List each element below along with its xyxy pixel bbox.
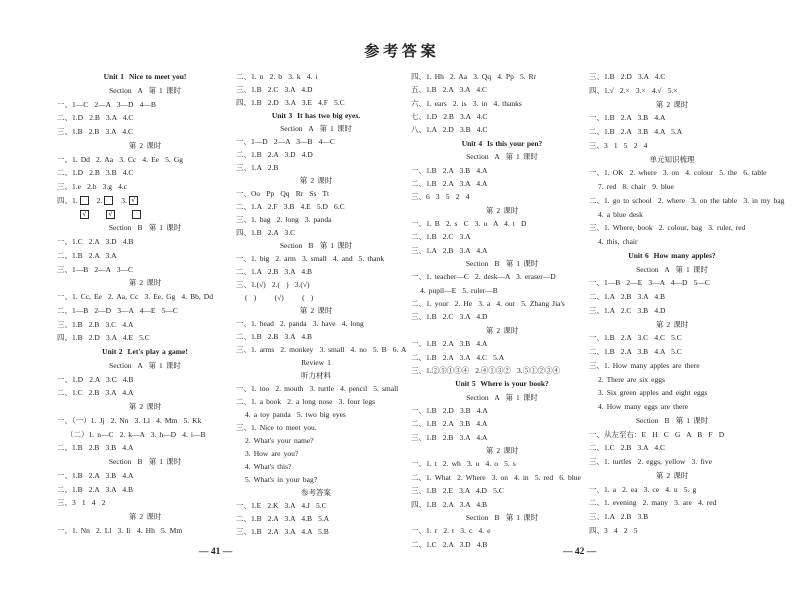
answer-line: 一、1. a 2. ea 3. ce 4. u 5. g [589, 484, 697, 494]
answer-line: 二、1.B 2.A 3.A 4.B [57, 484, 133, 494]
page-title: 参 考 答 案 [364, 44, 436, 60]
answer-line: 一、1—D 2—A 3—B 4—C [236, 137, 335, 146]
section-heading: Section B 第 1 课时 [635, 415, 709, 425]
answer-checkbox [132, 210, 141, 219]
checkbox-answer-row [57, 194, 233, 208]
answer-line-continued: 2. There are six eggs [598, 374, 665, 384]
answer-line: 二、1.C 2.B 3.A 4.A [57, 388, 134, 398]
section-heading: Section A 第 1 课时 [466, 392, 538, 402]
answer-line: 二、1.B 2.B 3.A 4.B [236, 332, 312, 341]
answer-line: 八、1.A 2.D 3.B 4.C [411, 125, 488, 135]
answer-checkbox: √ [106, 210, 115, 219]
section-heading: Section B 第 1 课时 [279, 241, 353, 250]
answer-line: 三、1. turtles 2. eggs, yellow 3. five [589, 457, 712, 466]
lesson-heading: 第 2 课时 [128, 140, 162, 150]
answer-line: 四、1.B 2.A 3.C [236, 228, 296, 237]
answer-line: 二、1.A 2.B 3.A 4.B [236, 267, 312, 276]
answer-line-continued: 5. What's in your bag? [245, 475, 318, 484]
section-heading: Section A 第 1 课时 [109, 360, 181, 370]
answer-line: 一、1. Cc, Ee 2. Aa, Cc 3. Ee, Gg 4. Bb, Dd [57, 292, 213, 301]
answer-line-continued: （二）1. n—C 2. k—A 3. h—D 4. i—B [66, 429, 206, 439]
answer-line: 一、1—C 2—A 3—D 4—B [57, 99, 156, 109]
answer-line: 一、1. Dd 2. Aa 3. Cc 4. Ee 5. Gg [57, 154, 184, 164]
sub-heading: 单元知识梳理 [649, 154, 695, 164]
answer-line: 一、1.E 2.K 3.A 4.J 5.C [236, 501, 327, 510]
answer-line: 三、1.A 2.B 3.B [589, 512, 649, 521]
answer-line: 五、1.B 2.A 3.A 4.C [411, 85, 487, 95]
section-heading: Section B 第 1 课时 [465, 259, 539, 269]
answer-column-3 [411, 70, 593, 551]
unit-heading: Unit 2 Let's play a game! [102, 347, 188, 356]
answer-line-continued: 7. red 8. chair 9. blue [598, 182, 674, 191]
lesson-heading: 第 2 课时 [485, 205, 519, 215]
answer-line: 一、1. OK 2. where 3. on 4. colour 5. the 6. table [589, 168, 767, 178]
answer-line: 三、1.②⑤①③④ 2.④①③② 3.⑤①②③④ [411, 365, 561, 375]
answer-line: 一、Oo Pp Qq Rr Ss Tt [236, 189, 330, 198]
answer-line: 二、1.B 2.A 3.A 4.C 5.A [411, 352, 505, 362]
answer-line: 四、1.B 2.D 3.A 3.E 4.F 5.C [236, 98, 345, 107]
answer-line: 一、1—B 2—E 3—A 4—D 5—C [589, 278, 710, 288]
answer-line-continued: 4. pupil—E 5. ruler—B [420, 285, 498, 295]
section-heading: Section A 第 1 课时 [466, 152, 538, 162]
answer-line: 一、1. head 2. panda 3. have 4. long [236, 319, 364, 328]
section-heading: Section B 第 1 课时 [108, 223, 182, 233]
unit-heading: Unit 3 It has two big eyes. [271, 111, 361, 120]
answer-line: 七、1.D 2.B 3.A 4.C [411, 112, 488, 122]
answer-line: 二、1. n 2. b 3. k 4. i [236, 72, 318, 81]
answer-checkbox [104, 196, 113, 205]
answer-line-continued: 4. a blue desk [598, 209, 643, 219]
answer-line: 二、1.B 2.A 3.B 4.A 5.A [589, 127, 683, 136]
answer-line: 二、1.B 2.C 3.A [411, 232, 471, 242]
answer-line: 三、1.B 2.B 3.A 4.C [57, 127, 133, 136]
answer-line: 三、1.B 2.C 3.A 4.D [236, 85, 313, 94]
answer-line: 一、1. B 2. s C 3. u A 4. t D [411, 218, 527, 228]
answer-line: 一、1. big 2. arm 3. small 4. and 5. thank [236, 254, 385, 263]
sub-heading: 参考答案 [301, 488, 331, 497]
section-heading: Section A 第 1 课时 [109, 85, 181, 95]
checkbox-answer-row [57, 208, 233, 222]
answer-line: 一、1.B 2.A 3.B 4.A [589, 113, 666, 123]
lesson-heading: 第 2 课时 [655, 99, 689, 109]
answer-line: 二、1.B 2.A 3.B 4.A 5.C [589, 347, 682, 356]
answer-line: 四、1.B 2.D 3.A 4.E 5.C [57, 333, 150, 343]
answer-line: 二、1.B 2.B 3.B 4.A [57, 443, 134, 453]
answer-line-continued: ( ) (√) ( ) [245, 293, 314, 302]
answer-line: 三、1.B 2.E 3.A 4.D 5.C [411, 486, 504, 496]
answer-line: 三、1.B 2.C 3.A 4.D [411, 312, 488, 322]
answer-line: 四、1.B 2.A 3.A 4.B [411, 499, 487, 509]
answer-line: 一、1.B 2.A 3.B 4.A [57, 470, 134, 480]
answer-line-continued: 4. What's this? [245, 462, 292, 471]
answer-line-continued: 3. Six green apples and eight eggs [598, 388, 708, 398]
answer-column-4 [589, 70, 785, 538]
sub-heading: Review 1 [301, 358, 331, 367]
item-number: 2. [96, 195, 103, 205]
answer-line: 三、1. Nice to meet you. [236, 423, 317, 432]
answer-line: 二、1.D 2.B 3.A 4.C [57, 113, 134, 123]
lesson-heading: 第 2 课时 [299, 176, 333, 185]
answer-line-continued: 2. What's your name? [245, 436, 314, 445]
lesson-heading: 第 2 课时 [128, 278, 162, 288]
answer-checkbox [80, 196, 89, 205]
answer-line: 三、1.e 2.b 3.g 4.c [57, 182, 128, 191]
answer-line: 一、1.D 2.A 3.C 4.B [57, 374, 134, 384]
answer-line: 二、1.A 2.B 3.A 4.B [589, 292, 665, 301]
answer-column-1 [57, 70, 233, 538]
lesson-heading: 第 2 课时 [655, 319, 689, 329]
answer-line: 二、1.B 2.A 3.A 4.A [411, 178, 488, 188]
section-heading: Section A 第 1 课时 [636, 264, 708, 274]
answer-line: 二、1—B 2—D 3—A 4—E 5—C [57, 305, 178, 315]
answer-line: 二、1.B 2.A 3.D 4.D [236, 150, 313, 159]
answer-line: 一、1.B 2.A 3.B 4.A [411, 339, 488, 349]
answer-line: 二、1. a book 2. a long nose 3. four legs [236, 397, 376, 406]
answer-line: 三、1.A 2.B [236, 163, 279, 172]
answer-line: 四、1.√ 2.× 3.× 4.√ 5.× [589, 85, 678, 95]
answer-line: 一、1.B 2.D 3.B 4.A [411, 405, 488, 415]
answer-line: 二、1.B 2.A 3.B 4.A [411, 419, 488, 429]
unit-heading: Unit 1 Nice to meet you! [103, 72, 187, 81]
item-number: 1. [72, 195, 78, 205]
answer-line: 二、1. evening 2. many 3. are 4. red [589, 498, 717, 508]
unit-heading: Unit 5 Where is your book? [455, 379, 549, 389]
answer-line: 三、1.A 2.B 3.A 4.A [411, 245, 488, 255]
answer-line: 三、1. bag 2. long 3. panda [236, 215, 332, 224]
sub-heading: 听力材料 [301, 371, 331, 380]
answer-line: 三、1. arms 2. monkey 3. small 4. no 5. B 6. A [236, 345, 407, 354]
item-number: 3. [121, 195, 127, 205]
answer-line: 二、1.C 2.B 3.A 4.C [589, 443, 665, 453]
answer-line: 三、1.B 2.A 3.A 4.A 5.B [236, 527, 329, 536]
answer-line: 三、3 1 5 2 4 [589, 140, 648, 150]
lesson-heading: 第 2 课时 [485, 325, 519, 335]
answer-line: 二、1. your 2. He 3. a 4. our 5. Zhang Jia's [411, 299, 565, 309]
question-number: 四、 [57, 195, 72, 205]
answer-line: 四、3 4 2 5 [589, 525, 638, 535]
lesson-heading: 第 2 课时 [128, 512, 162, 521]
answer-line: 二、1. What 2. Where 3. on 4. in 5. red 6. blue [411, 472, 581, 482]
answer-line: 三、1. How many apples are there [589, 360, 700, 370]
answer-line: 一、1.B 2.A 3.C 4.C 5.C [589, 333, 682, 343]
answer-line: 三、1.B 2.B 3.A 4.A [411, 432, 488, 442]
answer-line-continued: 4. this, chair [598, 237, 638, 246]
answer-line: 三、6 3 5 2 4 [411, 192, 470, 202]
lesson-heading: 第 2 课时 [299, 306, 333, 315]
answer-checkbox: √ [129, 196, 138, 205]
answer-line: 二、1.C 2.A 3.D 4.B [411, 539, 488, 549]
answer-line: 一、1. too 2. mouth 3. turtle 4. pencil 5. small [236, 384, 399, 393]
page-number-left: — 41 — [199, 547, 233, 557]
section-heading: Section B 第 1 课时 [465, 512, 539, 522]
answer-line: 一、从左至右：E H C G A B F D [589, 429, 725, 439]
answer-line: 三、1—B 2—A 3—C [57, 264, 134, 274]
answer-line: 三、1. Where, book 2. colour, bag 3. ruler, red [589, 223, 746, 233]
page-number-right: — 42 — [563, 547, 597, 557]
answer-line: 一、1.B 2.A 3.B 4.A [411, 165, 488, 175]
section-heading: Section B 第 1 课时 [108, 457, 182, 466]
answer-line-continued: 3. How are you? [245, 449, 299, 458]
answer-line: 三、1.(√) 2.( ) 3.(√) [236, 280, 310, 289]
answer-line: 一、1. r 2. t 3. c 4. e [411, 526, 491, 536]
answer-line: 二、1.B 2.A 3.A 4.B 5.A [236, 514, 330, 523]
answer-line: 六、1. ears 2. is 3. in 4. thanks [411, 98, 522, 108]
answer-line: 四、1. Hh 2. Aa 3. Qq 4. Pp 5. Rr [411, 72, 537, 81]
answer-line: 三、1.A 2.C 3.B 4.D [589, 305, 666, 315]
lesson-heading: 第 2 课时 [128, 402, 162, 411]
answer-line: 三、1.B 2.D 3.A 4.C [589, 72, 666, 81]
answer-line: 一、1. Nn 2. Ll 3. Ii 4. Hh 5. Mm [57, 525, 183, 535]
lesson-heading: 第 2 课时 [655, 470, 689, 480]
answer-checkbox: √ [80, 210, 89, 219]
answer-line-continued: 4. How many eggs are there [598, 402, 689, 411]
lesson-heading: 第 2 课时 [485, 446, 519, 456]
answer-line: 一、（一）1. Jj 2. Nn 3. Ll 4. Mm 5. Kk [57, 415, 202, 425]
unit-heading: Unit 6 How many apples? [628, 250, 716, 260]
unit-heading: Unit 4 Is this your pen? [461, 138, 543, 148]
answer-line: 三、1.B 2.B 3.C 4.A [57, 319, 134, 329]
answer-line: 一、1.C 2.A 3.D 4.B [57, 237, 134, 246]
answer-line: 二、1. go to school 2. where 3. on the table 3. in my bag [589, 195, 785, 205]
answer-line: 三、3 1 4 2 [57, 498, 106, 508]
answer-line: 一、1. t 2. wh 3. u 4. o 5. s [411, 459, 516, 469]
answer-line: 二、1.D 2.B 3.B 4.C [57, 168, 134, 178]
answer-line: 二、1.B 2.A 3.A [57, 250, 117, 260]
answer-column-2 [236, 70, 407, 538]
answer-line-continued: 4. a toy panda 5. two big eyes [245, 410, 346, 419]
section-heading: Section A 第 1 课时 [280, 124, 352, 133]
answer-line: 一、1. teacher—C 2. desk—A 3. eraser—D [411, 272, 556, 282]
answer-line: 二、1.A 2.F 3.B 4.E 5.D 6.C [236, 202, 345, 211]
